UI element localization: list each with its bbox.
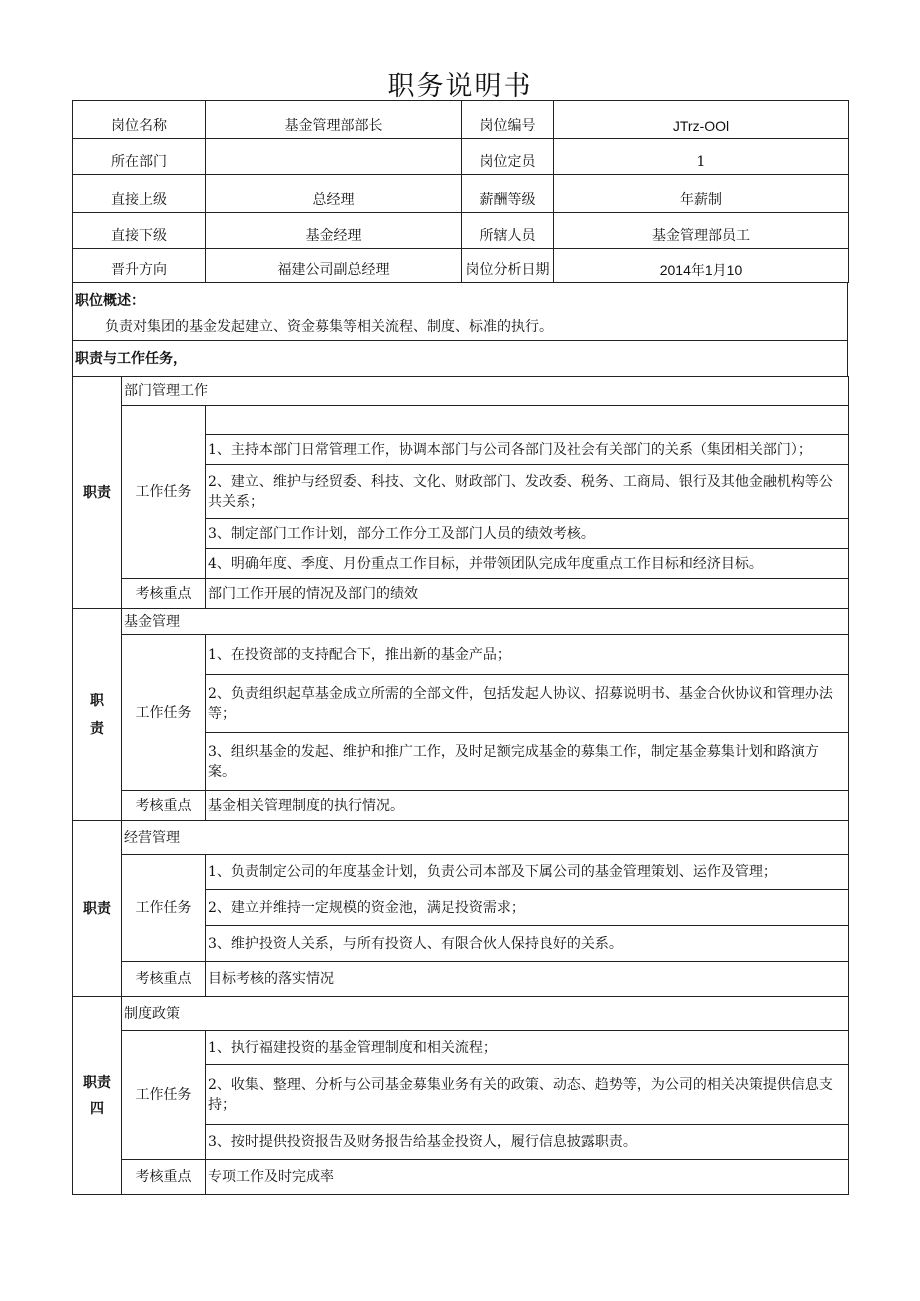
duty-4-exam-label: 考核重点 <box>122 1160 206 1195</box>
duty-1-task-3: 3、制定部门工作计划，部分工作分工及部门人员的绩效考核。 <box>206 519 849 549</box>
salary-value: 年薪制 <box>554 175 849 213</box>
duty-3-task-label: 工作任务 <box>122 855 206 962</box>
duty-2-exam-label: 考核重点 <box>122 791 206 821</box>
duty-2-exam: 基金相关管理制度的执行情况。 <box>206 791 849 821</box>
overview-heading: 职位概述： <box>75 293 145 309</box>
staff-value: 基金管理部员工 <box>554 213 849 249</box>
post-name-value: 基金管理部部长 <box>206 101 462 139</box>
post-code-value: JTrz-OOl <box>554 101 849 139</box>
analysis-date-value: 2014年1月10 <box>554 249 849 283</box>
duty-2-label <box>73 609 122 821</box>
promotion-label: 晋升方向 <box>73 249 206 283</box>
superior-label: 直接上级 <box>73 175 206 213</box>
salary-label: 薪酬等级 <box>462 175 554 213</box>
subordinate-label: 直接下级 <box>73 213 206 249</box>
duty-1-task-2: 2、建立、维护与经贸委、科技、文化、财政部门、发改委、税务、工商局、银行及其他金融机构等公共关系； <box>206 465 849 519</box>
post-info-table <box>72 100 849 283</box>
duty-1-label: 职责 <box>73 377 122 609</box>
duty-4-exam: 专项工作及时完成率 <box>206 1160 849 1195</box>
duty-1-exam-label: 考核重点 <box>122 579 206 609</box>
duty-3-area: 经营管理 <box>122 821 849 855</box>
document-title: 职务说明书 <box>387 71 533 102</box>
duty-4-task-3: 3、按时提供投资报告及财务报告给基金投资人，履行信息披露职责。 <box>206 1125 849 1160</box>
duty-4-label <box>73 997 122 1195</box>
duty-2-area: 基金管理 <box>122 609 849 635</box>
post-name-label: 岗位名称 <box>73 101 206 139</box>
duty-3-exam-label: 考核重点 <box>122 962 206 997</box>
analysis-date-label: 岗位分析日期 <box>462 249 554 283</box>
duty-4-task-label: 工作任务 <box>122 1031 206 1160</box>
duty-4-task-1: 1、执行福建投资的基金管理制度和相关流程； <box>206 1031 849 1065</box>
duty-3-exam: 目标考核的落实情况 <box>206 962 849 997</box>
duties-heading: 职责与工作任务， <box>73 341 848 377</box>
dept-value <box>206 139 462 175</box>
duty-1-area: 部门管理工作 <box>122 377 849 406</box>
duty-2-task-3: 3、组织基金的发起、维护和推广工作，及时足额完成基金的募集工作，制定基金募集计划和路演方案。 <box>206 733 849 791</box>
overview-table <box>72 282 848 377</box>
duty-4-area: 制度政策 <box>122 997 849 1031</box>
duty-3-task-3: 3、维护投资人关系，与所有投资人、有限合伙人保持良好的关系。 <box>206 926 849 962</box>
headcount-value: 1 <box>554 139 849 175</box>
duty-1-task-1: 1、主持本部门日常管理工作，协调本部门与公司各部门及社会有关部门的关系（集团相关部门）； <box>206 435 849 465</box>
dept-label: 所在部门 <box>73 139 206 175</box>
overview-text: 负责对集团的基金发起建立、资金募集等相关流程、制度、标准的执行。 <box>105 319 553 335</box>
superior-value: 总经理 <box>206 175 462 213</box>
subordinate-value: 基金经理 <box>206 213 462 249</box>
duty-1-exam: 部门工作开展的情况及部门的绩效 <box>206 579 849 609</box>
headcount-label: 岗位定员 <box>462 139 554 175</box>
duty-1-task-label: 工作任务 <box>122 406 206 579</box>
duty-2-task-1: 1、在投资部的支持配合下，推出新的基金产品； <box>206 635 849 675</box>
staff-label: 所辖人员 <box>462 213 554 249</box>
duty-4-task-2: 2、收集、整理、分析与公司基金募集业务有关的政策、动态、趋势等，为公司的相关决策提供信息支持； <box>206 1065 849 1125</box>
duty-2-task-label: 工作任务 <box>122 635 206 791</box>
duty-2-label-text: 职责 <box>90 692 104 737</box>
promotion-value: 福建公司副总经理 <box>206 249 462 283</box>
duty-3-label: 职责 <box>73 821 122 997</box>
duty-3-task-2: 2、建立并维持一定规模的资金池，满足投资需求； <box>206 890 849 926</box>
duties-table <box>72 376 849 1195</box>
post-code-label: 岗位编号 <box>462 101 554 139</box>
duty-4-label-text: 职责四 <box>83 1074 111 1117</box>
duty-1-task-4: 4、明确年度、季度、月份重点工作目标，并带领团队完成年度重点工作目标和经济目标。 <box>206 549 849 579</box>
duty-3-task-1: 1、负责制定公司的年度基金计划，负责公司本部及下属公司的基金管理策划、运作及管理； <box>206 855 849 890</box>
duty-2-task-2: 2、负责组织起草基金成立所需的全部文件，包括发起人协议、招募说明书、基金合伙协议和管理办法等； <box>206 675 849 733</box>
